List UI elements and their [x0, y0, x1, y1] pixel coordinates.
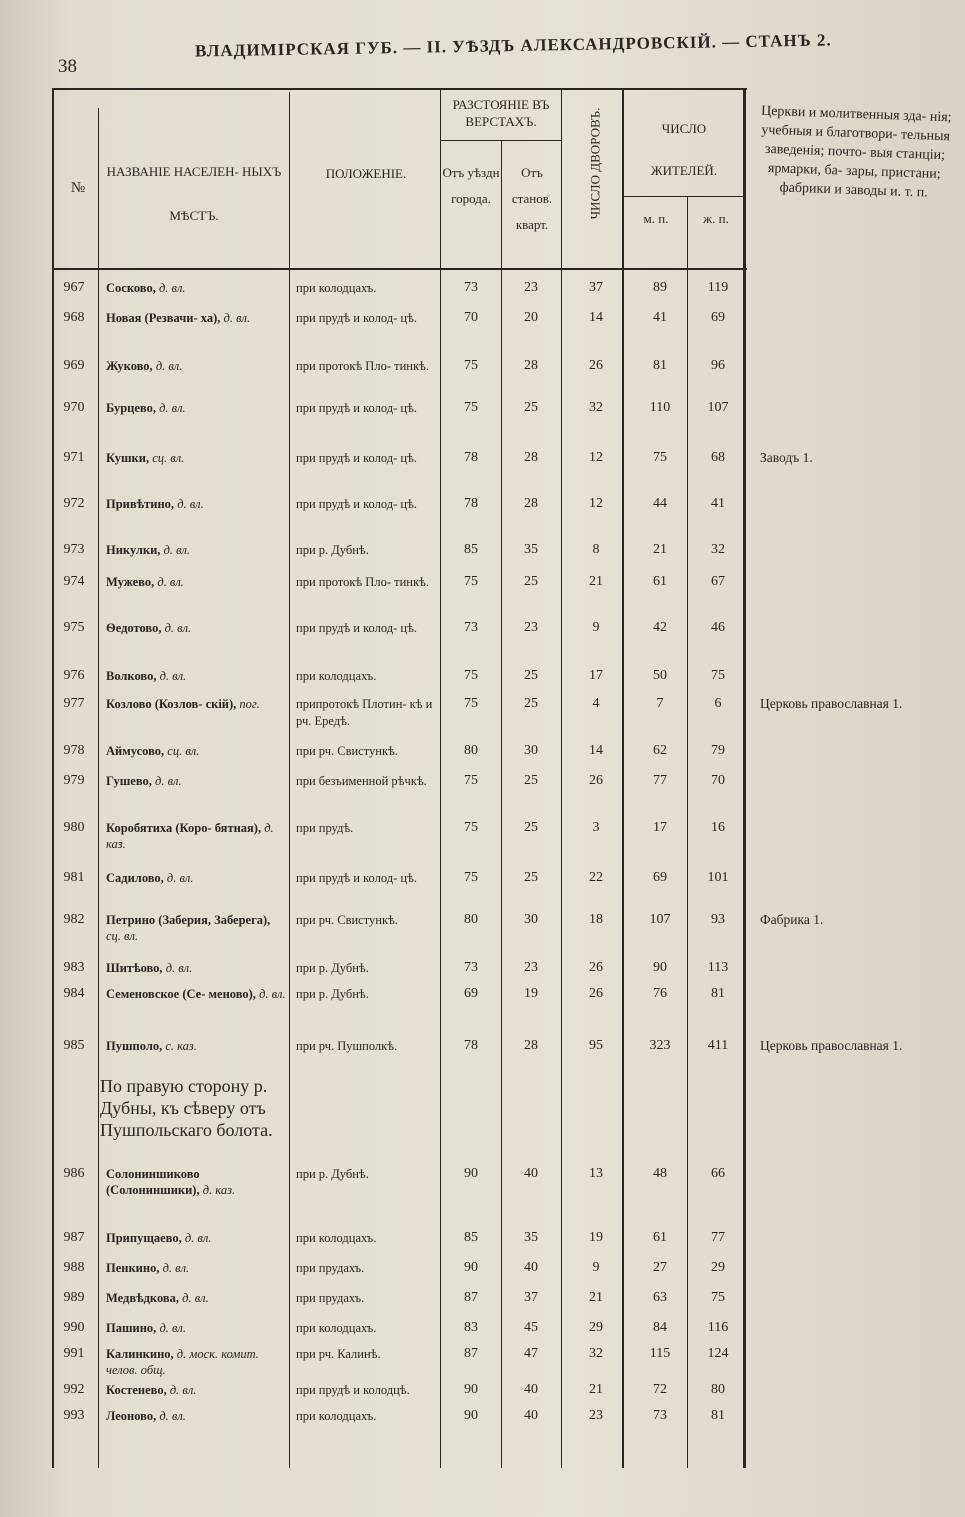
distance-from-city: 73	[464, 960, 478, 975]
place-position: при протокѣ Пло- тинкѣ.	[296, 359, 429, 373]
place-position: при рч. Свистункѣ.	[296, 744, 398, 758]
distance-subrule	[440, 140, 561, 141]
institutions-note: Церковь православная 1.	[760, 1038, 903, 1053]
place-name-text: Сосково,	[106, 281, 156, 295]
place-kind: д. вл.	[259, 987, 286, 1001]
place-position: при прудѣ и колод- цѣ.	[296, 401, 417, 415]
col-header-position: ПОЛОЖЕНІЕ.	[325, 166, 407, 181]
male-count: 27	[653, 1260, 667, 1275]
place-kind: д. вл.	[177, 497, 204, 511]
place-position: при прудахъ.	[296, 1291, 365, 1305]
place-name	[106, 542, 286, 558]
female-count: 81	[711, 986, 725, 1001]
divider-city-stan	[501, 140, 502, 1468]
households-count: 21	[589, 1290, 603, 1305]
female-count: 32	[711, 542, 725, 557]
distance-from-stan: 25	[524, 574, 538, 589]
place-position: при прудѣ и колод- цѣ.	[296, 497, 417, 511]
female-count: 81	[711, 1408, 725, 1423]
place-kind: пог.	[239, 697, 260, 711]
distance-from-city: 78	[464, 1038, 478, 1053]
place-kind: д. моск. комит. челов. общ.	[106, 1347, 259, 1377]
place-name	[106, 280, 286, 296]
female-count: 124	[707, 1346, 729, 1361]
row-number: 983	[63, 960, 85, 975]
place-name-text: Новая (Резвачи- ха),	[106, 311, 221, 325]
female-count: 101	[707, 870, 729, 885]
distance-from-stan: 23	[524, 620, 538, 635]
header-bottom-rule	[52, 268, 747, 270]
male-count: 90	[653, 960, 667, 975]
male-count: 62	[653, 743, 667, 758]
distance-from-stan: 28	[524, 496, 538, 511]
place-name-text: Костенево,	[106, 1383, 167, 1397]
page-number: 38	[58, 56, 77, 77]
row-number: 984	[63, 986, 85, 1001]
place-position: при колодцахъ.	[296, 1409, 377, 1423]
female-count: 116	[707, 1320, 729, 1335]
distance-from-stan: 23	[524, 280, 538, 295]
male-count: 41	[653, 310, 667, 325]
male-count: 48	[653, 1166, 667, 1181]
male-count: 69	[653, 870, 667, 885]
place-name-text: Мужево,	[106, 575, 155, 589]
distance-from-city: 75	[464, 574, 478, 589]
male-count: 115	[649, 1346, 671, 1361]
col-header-households: ЧИСЛО ДВОРОВЪ.	[587, 107, 603, 220]
place-position: при колодцахъ.	[296, 1231, 377, 1245]
place-position: при р. Дубнѣ.	[296, 1167, 369, 1181]
households-count: 19	[589, 1230, 603, 1245]
place-name	[106, 574, 286, 590]
place-name	[106, 820, 286, 852]
distance-from-city: 83	[464, 1320, 478, 1335]
place-name-text: Ѳедотово,	[106, 621, 162, 635]
distance-from-city: 75	[464, 773, 478, 788]
households-count: 21	[589, 1382, 603, 1397]
distance-from-city: 90	[464, 1382, 478, 1397]
place-name-text: Козлово (Козлов- скій),	[106, 697, 237, 711]
distance-from-stan: 40	[524, 1166, 538, 1181]
place-name-text: Аймусово,	[106, 744, 165, 758]
female-count: 119	[707, 280, 729, 295]
households-count: 26	[589, 358, 603, 373]
col-header-from-city: Отъ уѣздн города.	[442, 165, 500, 206]
divider-no-name	[98, 108, 99, 1468]
place-kind: д. вл.	[155, 774, 182, 788]
distance-from-city: 70	[464, 310, 478, 325]
row-number: 976	[63, 668, 85, 683]
male-count: 77	[653, 773, 667, 788]
place-kind: д. вл.	[182, 1291, 209, 1305]
place-kind: д. вл.	[166, 871, 194, 885]
place-name	[106, 1382, 286, 1398]
row-number: 982	[63, 912, 85, 927]
place-position: при колодцахъ.	[296, 669, 377, 683]
place-name-text: Гушево,	[106, 774, 152, 788]
col-header-distance: РАЗСТОЯНІЕ ВЪ ВЕРСТАХЪ.	[452, 97, 550, 129]
female-count: 66	[711, 1166, 725, 1181]
male-count: 42	[653, 620, 667, 635]
place-position: при безъименной рѣчкѣ.	[296, 774, 427, 788]
female-count: 29	[711, 1260, 725, 1275]
households-count: 17	[589, 668, 603, 683]
place-name	[106, 496, 286, 512]
place-name	[106, 743, 286, 759]
institutions-note: Заводъ 1.	[760, 450, 813, 465]
distance-from-stan: 25	[524, 400, 538, 415]
distance-from-stan: 37	[524, 1290, 538, 1305]
row-number: 989	[63, 1290, 85, 1305]
institutions-note: Церковь православная 1.	[760, 696, 903, 711]
row-number: 988	[63, 1260, 85, 1275]
place-name	[106, 773, 286, 789]
female-count: 96	[711, 358, 725, 373]
place-kind: д. вл.	[223, 311, 251, 325]
place-kind: д. каз.	[202, 1183, 236, 1197]
female-count: 77	[711, 1230, 725, 1245]
row-number: 974	[63, 574, 85, 589]
place-position: при прудѣ и колод- цѣ.	[296, 311, 417, 325]
place-name-text: Волково,	[106, 669, 157, 683]
row-number: 971	[63, 450, 85, 465]
distance-from-city: 75	[464, 668, 478, 683]
place-kind: д. вл.	[164, 621, 192, 635]
place-name	[106, 668, 286, 684]
distance-from-stan: 40	[524, 1382, 538, 1397]
divider-position-distance	[440, 90, 441, 1468]
households-count: 12	[589, 450, 603, 465]
households-count: 26	[589, 773, 603, 788]
section-heading: По правую сторону р. Дубны, къ сѣверу отъ Пушпольскаго болота.	[100, 1076, 273, 1140]
male-count: 107	[649, 912, 671, 927]
place-name-text: Пашино,	[106, 1321, 157, 1335]
row-number: 973	[63, 542, 85, 557]
distance-from-city: 75	[464, 400, 478, 415]
households-count: 12	[589, 496, 603, 511]
distance-from-stan: 47	[524, 1346, 538, 1361]
female-count: 75	[711, 1290, 725, 1305]
place-position: при р. Дубнѣ.	[296, 543, 369, 557]
distance-from-city: 85	[464, 542, 478, 557]
place-name	[106, 870, 286, 886]
place-name	[106, 310, 286, 326]
place-name	[106, 620, 286, 636]
distance-from-city: 73	[464, 280, 478, 295]
male-count: 63	[653, 1290, 667, 1305]
place-position: при р. Дубнѣ.	[296, 961, 369, 975]
place-name	[106, 986, 286, 1002]
place-name	[106, 400, 286, 416]
place-position: при прудѣ.	[296, 821, 354, 835]
distance-from-city: 80	[464, 912, 478, 927]
distance-from-stan: 30	[524, 912, 538, 927]
female-count: 75	[711, 668, 725, 683]
row-number: 977	[63, 696, 85, 711]
distance-from-stan: 35	[524, 1230, 538, 1245]
distance-from-stan: 25	[524, 820, 538, 835]
male-count: 81	[653, 358, 667, 373]
households-count: 29	[589, 1320, 603, 1335]
place-name-text: Никулки,	[106, 543, 161, 557]
distance-from-stan: 40	[524, 1408, 538, 1423]
distance-from-city: 73	[464, 620, 478, 635]
place-position: при рч. Калинѣ.	[296, 1347, 381, 1361]
place-name-text: Садилово,	[106, 871, 164, 885]
col-header-inhabitants: ЧИСЛО ЖИТЕЛЕЙ.	[650, 121, 718, 178]
place-name-text: Медвѣдкова,	[106, 1291, 180, 1305]
place-position: при р. Дубнѣ.	[296, 987, 369, 1001]
place-name-text: Пенкино,	[106, 1261, 160, 1275]
place-name-text: Пушполо,	[106, 1039, 163, 1053]
male-count: 61	[653, 1230, 667, 1245]
distance-from-city: 69	[464, 986, 478, 1001]
place-name-text: Шитѣово,	[106, 961, 163, 975]
distance-from-stan: 25	[524, 696, 538, 711]
place-name-text: Леоново,	[106, 1409, 157, 1423]
place-name-text: Бурцево,	[106, 401, 156, 415]
households-count: 32	[589, 400, 603, 415]
place-kind: д. каз.	[106, 821, 274, 851]
place-name	[106, 912, 286, 944]
row-number: 979	[63, 773, 85, 788]
row-number: 992	[63, 1382, 85, 1397]
female-count: 16	[711, 820, 725, 835]
households-count: 8	[592, 542, 600, 557]
households-count: 18	[589, 912, 603, 927]
place-name	[106, 450, 286, 466]
col-header-no: №	[70, 180, 86, 196]
distance-from-city: 90	[464, 1166, 478, 1181]
male-count: 84	[653, 1320, 667, 1335]
place-name-text: Жуково,	[106, 359, 153, 373]
female-count: 67	[711, 574, 725, 589]
divider-distance-households	[561, 90, 562, 1468]
place-name-text: Кушки,	[106, 451, 150, 465]
households-count: 9	[592, 620, 600, 635]
place-kind: д. вл.	[163, 543, 191, 557]
place-kind: д. вл.	[165, 961, 193, 975]
row-number: 975	[63, 620, 85, 635]
distance-from-stan: 25	[524, 668, 538, 683]
row-number: 969	[63, 358, 85, 373]
place-name-text: Коробятиха (Коро- бятная),	[106, 821, 262, 835]
distance-from-stan: 28	[524, 1038, 538, 1053]
row-number: 985	[63, 1038, 85, 1053]
place-name-text: Припущаево,	[106, 1231, 182, 1245]
institutions-note: Фабрика 1.	[760, 912, 824, 927]
male-count: 50	[653, 668, 667, 683]
place-name-text: Привѣтино,	[106, 497, 175, 511]
row-number: 986	[63, 1166, 85, 1181]
place-name	[106, 1230, 286, 1246]
place-kind: сц. вл.	[152, 451, 185, 465]
place-kind: д. вл.	[184, 1231, 212, 1245]
households-count: 4	[592, 696, 600, 711]
place-kind: д. вл.	[159, 669, 187, 683]
distance-from-city: 80	[464, 743, 478, 758]
row-number: 967	[63, 280, 85, 295]
row-number: 972	[63, 496, 85, 511]
place-position: при колодцахъ.	[296, 1321, 377, 1335]
distance-from-city: 78	[464, 496, 478, 511]
distance-from-stan: 19	[524, 986, 538, 1001]
male-count: 21	[653, 542, 667, 557]
households-count: 21	[589, 574, 603, 589]
distance-from-stan: 40	[524, 1260, 538, 1275]
place-kind: д. вл.	[162, 1261, 190, 1275]
place-kind: с. каз.	[165, 1039, 197, 1053]
distance-from-city: 75	[464, 870, 478, 885]
households-count: 14	[589, 310, 603, 325]
female-count: 6	[714, 696, 722, 711]
distance-from-stan: 20	[524, 310, 538, 325]
distance-from-city: 85	[464, 1230, 478, 1245]
place-position: при колодцахъ.	[296, 281, 377, 295]
col-header-female: ж. п.	[703, 211, 729, 226]
male-count: 110	[649, 400, 671, 415]
place-kind: д. вл.	[159, 1409, 186, 1423]
female-count: 69	[711, 310, 725, 325]
distance-from-stan: 25	[524, 870, 538, 885]
divider-name-position	[289, 92, 290, 1468]
place-name	[106, 1408, 286, 1424]
place-kind: д. вл.	[159, 1321, 187, 1335]
place-name	[106, 1346, 286, 1378]
female-count: 79	[711, 743, 725, 758]
households-count: 37	[589, 280, 603, 295]
row-number: 981	[63, 870, 85, 885]
place-position: при прудѣ и колод- цѣ.	[296, 451, 417, 465]
place-position: при прудѣ и колод- цѣ.	[296, 871, 417, 885]
place-position: припротокѣ Плотин- кѣ и рч. Ередѣ.	[296, 697, 433, 728]
row-number: 970	[63, 400, 85, 415]
distance-from-stan: 28	[524, 450, 538, 465]
place-kind: д. вл.	[155, 359, 183, 373]
col-header-male: м. п.	[643, 211, 669, 226]
place-name	[106, 1260, 286, 1276]
place-name-text: Семеновское (Се- меново),	[106, 987, 256, 1001]
households-count: 9	[592, 1260, 600, 1275]
male-count: 75	[653, 450, 667, 465]
female-count: 41	[711, 496, 725, 511]
households-count: 22	[589, 870, 603, 885]
households-count: 14	[589, 743, 603, 758]
female-count: 411	[707, 1038, 729, 1053]
distance-from-stan: 25	[524, 773, 538, 788]
col-header-notes: Церкви и молитвенныя зда- нія; учебныя и благотвори- тельныя заведенія; почто- выя станціи; ярмарки, ба- зары, пристани; фабрики и заводы и. т. п.	[760, 103, 952, 201]
place-position: при протокѣ Пло- тинкѣ.	[296, 575, 429, 589]
distance-from-city: 75	[464, 820, 478, 835]
distance-from-city: 90	[464, 1408, 478, 1423]
households-count: 13	[589, 1166, 603, 1181]
row-number: 993	[63, 1408, 85, 1423]
female-count: 113	[707, 960, 729, 975]
col-header-name: НАЗВАНІЕ НАСЕЛЕН- НЫХЪ МѢСТЪ.	[106, 164, 282, 223]
place-position: при рч. Пушполкѣ.	[296, 1039, 398, 1053]
female-count: 70	[711, 773, 725, 788]
place-name	[106, 696, 286, 712]
households-count: 32	[589, 1346, 603, 1361]
distance-from-city: 87	[464, 1346, 478, 1361]
households-count: 26	[589, 986, 603, 1001]
place-name	[106, 1038, 286, 1054]
row-number: 987	[63, 1230, 85, 1245]
male-count: 17	[653, 820, 667, 835]
distance-from-stan: 23	[524, 960, 538, 975]
place-name	[106, 1320, 286, 1336]
households-count: 26	[589, 960, 603, 975]
female-count: 80	[711, 1382, 725, 1397]
distance-from-city: 78	[464, 450, 478, 465]
inhabitants-subrule	[622, 196, 743, 197]
row-number: 968	[63, 310, 85, 325]
distance-from-city: 75	[464, 696, 478, 711]
households-count: 23	[589, 1408, 603, 1423]
place-position: при прудахъ.	[296, 1261, 365, 1275]
distance-from-city: 75	[464, 358, 478, 373]
place-position: при прудѣ и колодцѣ.	[296, 1383, 410, 1397]
place-name	[106, 1166, 286, 1198]
distance-from-city: 87	[464, 1290, 478, 1305]
place-name-text: Калинкино,	[106, 1347, 174, 1361]
running-header: ВЛАДИМІРСКАЯ ГУБ. — II. УѢЗДЪ АЛЕКСАНДРОВСКІЙ. — СТАНЪ 2.	[194, 30, 832, 61]
male-count: 7	[656, 696, 664, 711]
place-name-text: Солониншиково (Солониншики),	[106, 1167, 200, 1197]
female-count: 107	[707, 400, 729, 415]
female-count: 68	[711, 450, 725, 465]
female-count: 93	[711, 912, 725, 927]
row-number: 990	[63, 1320, 85, 1335]
col-header-from-stan: Отъ станов. кварт.	[511, 165, 553, 232]
male-count: 89	[653, 280, 667, 295]
distance-from-stan: 35	[524, 542, 538, 557]
male-count: 44	[653, 496, 667, 511]
male-count: 61	[653, 574, 667, 589]
female-count: 46	[711, 620, 725, 635]
place-kind: сц. вл.	[167, 744, 200, 758]
table-top-rule	[52, 88, 747, 90]
male-count: 76	[653, 986, 667, 1001]
place-kind: д. вл.	[157, 575, 184, 589]
row-number: 991	[63, 1346, 85, 1361]
place-position: при прудѣ и колод- цѣ.	[296, 621, 417, 635]
place-name	[106, 358, 286, 374]
row-number: 980	[63, 820, 85, 835]
place-name	[106, 960, 286, 976]
place-kind: д. вл.	[159, 401, 186, 415]
place-kind: д. вл.	[169, 1383, 197, 1397]
male-count: 72	[653, 1382, 667, 1397]
place-name	[106, 1290, 286, 1306]
place-kind: д. вл.	[158, 281, 186, 295]
row-number: 978	[63, 743, 85, 758]
distance-from-city: 90	[464, 1260, 478, 1275]
distance-from-stan: 45	[524, 1320, 538, 1335]
distance-from-stan: 28	[524, 358, 538, 373]
place-kind: сц. вл.	[106, 929, 139, 943]
households-count: 3	[592, 820, 600, 835]
male-count: 73	[653, 1408, 667, 1423]
distance-from-stan: 30	[524, 743, 538, 758]
households-count: 95	[589, 1038, 603, 1053]
male-count: 323	[649, 1038, 671, 1053]
place-name-text: Петрино (Заберия, Заберега),	[106, 913, 271, 927]
place-position: при рч. Свистункѣ.	[296, 913, 398, 927]
